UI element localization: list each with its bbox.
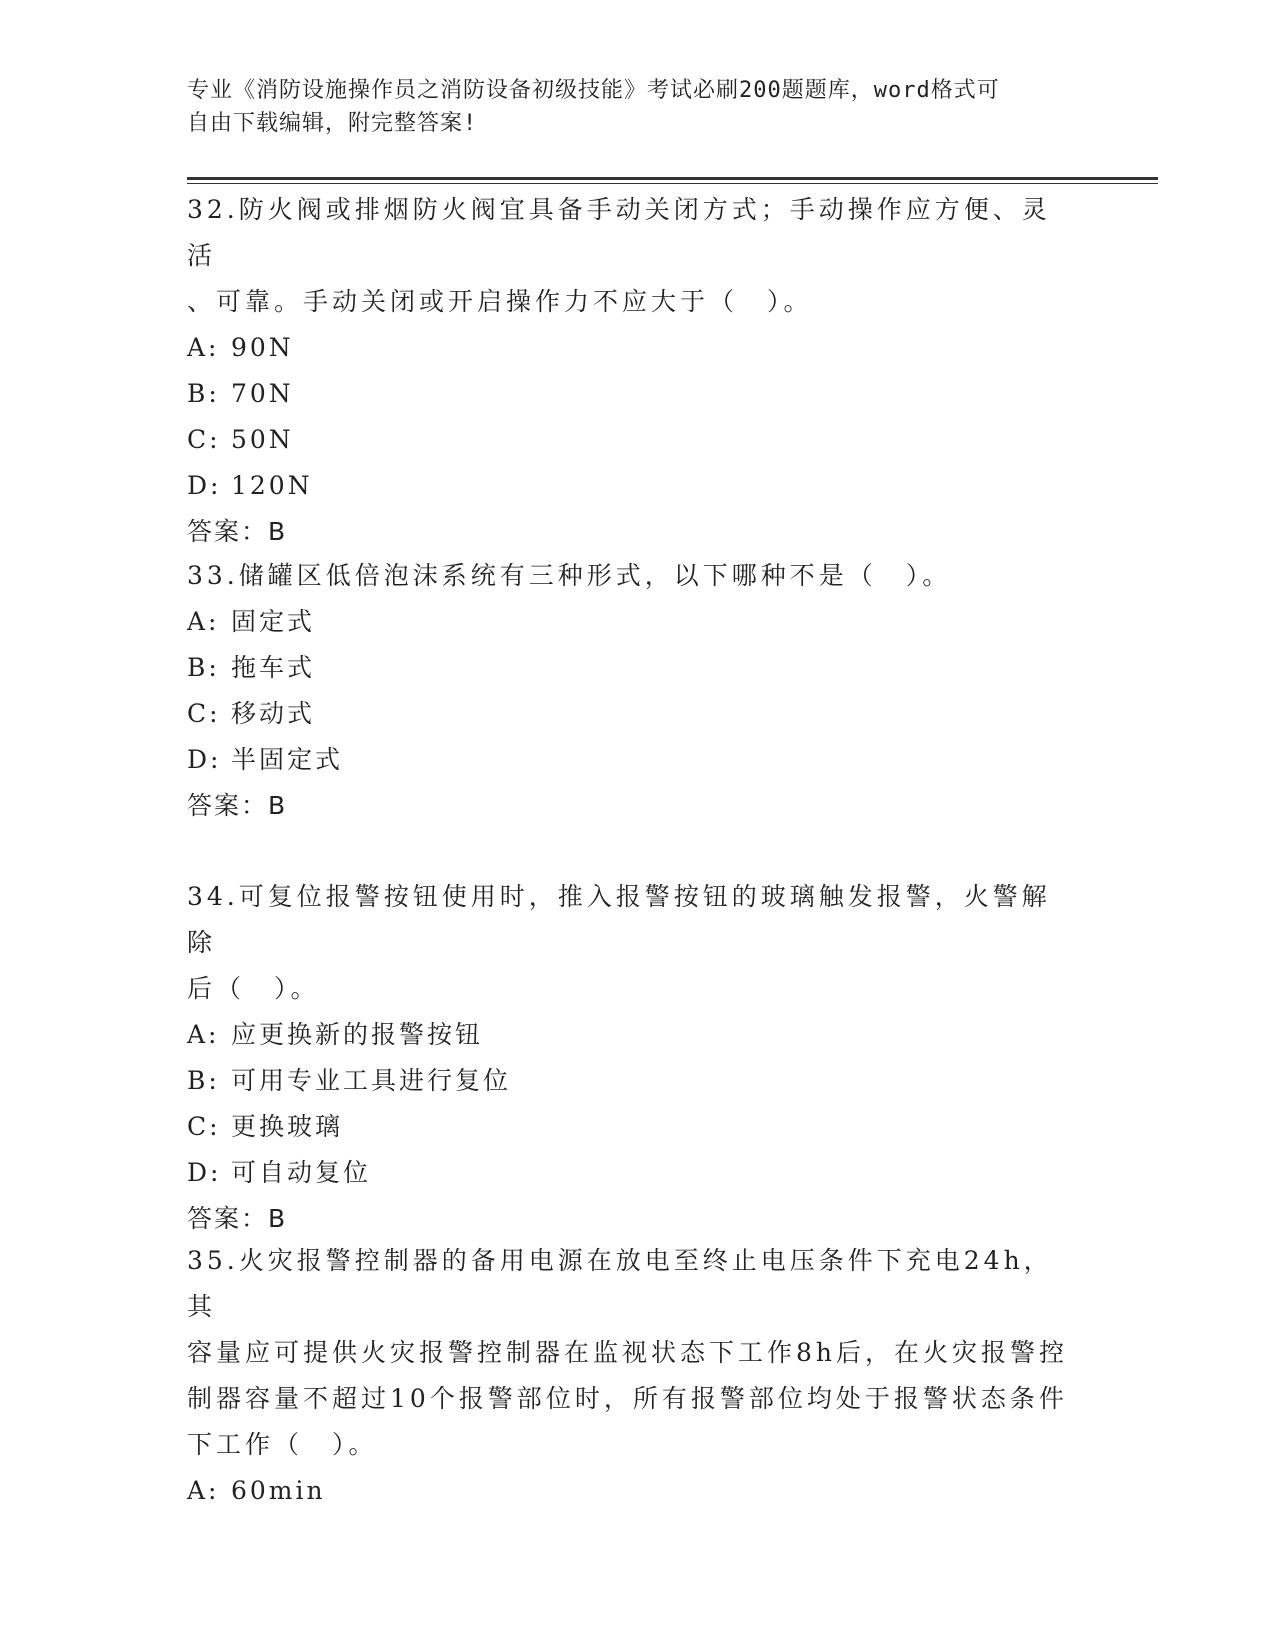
answer: 答案：B [187, 1204, 288, 1233]
option-text: 更换玻璃 [231, 1112, 344, 1141]
option-c [187, 1104, 1077, 1150]
option-key: B: [187, 653, 220, 682]
option-d [187, 1150, 1077, 1196]
header-divider-thick [187, 177, 1158, 180]
option-key: C: [187, 425, 221, 454]
option-key: B: [187, 1066, 220, 1095]
option-c [187, 691, 1077, 737]
option-key: A: [187, 333, 220, 362]
option-text: 70N [231, 379, 294, 408]
answer: 答案：B [187, 517, 288, 546]
option-a [187, 599, 1077, 645]
option-a [187, 1012, 1077, 1058]
option-text: 60min [231, 1476, 326, 1505]
option-a [187, 325, 1077, 371]
question-stem-line: 、可靠。手动关闭或开启操作力不应大于（ ）。 [187, 287, 813, 316]
question-34 [187, 874, 1077, 1242]
option-key: A: [187, 607, 220, 636]
option-text: 50N [231, 425, 294, 454]
option-key: D: [187, 1158, 222, 1187]
option-key: D: [187, 745, 222, 774]
question-stem-line: 后（ ）。 [187, 974, 320, 1003]
option-text: 90N [231, 333, 294, 362]
option-b [187, 1058, 1077, 1104]
question-35 [187, 1238, 1077, 1514]
option-text: 拖车式 [231, 653, 316, 682]
option-a [187, 1468, 1077, 1514]
option-key: D: [187, 471, 222, 500]
option-text: 应更换新的报警按钮 [231, 1020, 484, 1049]
document-header [187, 74, 1067, 140]
question-stem-line: 32.防火阀或排烟防火阀宜具备手动关闭方式；手动操作应方便、灵活 [187, 195, 1051, 270]
option-text: 固定式 [231, 607, 316, 636]
option-key: A: [187, 1020, 220, 1049]
option-key: A: [187, 1476, 220, 1505]
option-key: C: [187, 1112, 221, 1141]
question-stem-line: 制器容量不超过10个报警部位时，所有报警部位均处于报警状态条件 [187, 1384, 1068, 1413]
option-text: 120N [231, 471, 313, 500]
question-stem-line: 下工作（ ）。 [187, 1430, 378, 1459]
header-divider-thin [187, 183, 1158, 184]
option-d [187, 463, 1077, 509]
question-stem-line: 容量应可提供火灾报警控制器在监视状态下工作8h后，在火灾报警控 [187, 1338, 1069, 1367]
option-key: B: [187, 379, 220, 408]
option-d [187, 737, 1077, 783]
question-33 [187, 553, 1077, 829]
answer: 答案：B [187, 791, 288, 820]
option-c [187, 417, 1077, 463]
option-b [187, 371, 1077, 417]
question-stem-line: 33.储罐区低倍泡沫系统有三种形式，以下哪种不是（ ）。 [187, 561, 952, 590]
option-key: C: [187, 699, 221, 728]
header-line-2: 自由下载编辑，附完整答案! [187, 111, 478, 136]
option-text: 移动式 [231, 699, 316, 728]
header-line-1: 专业《消防设施操作员之消防设备初级技能》考试必刷200题题库，word格式可 [187, 78, 1000, 103]
question-stem-line: 34.可复位报警按钮使用时，推入报警按钮的玻璃触发报警，火警解除 [187, 882, 1051, 957]
option-text: 可用专业工具进行复位 [231, 1066, 512, 1095]
option-text: 半固定式 [231, 745, 344, 774]
question-32 [187, 187, 1077, 555]
option-text: 可自动复位 [231, 1158, 372, 1187]
question-stem-line: 35.火灾报警控制器的备用电源在放电至终止电压条件下充电24h，其 [187, 1246, 1053, 1321]
option-b [187, 645, 1077, 691]
